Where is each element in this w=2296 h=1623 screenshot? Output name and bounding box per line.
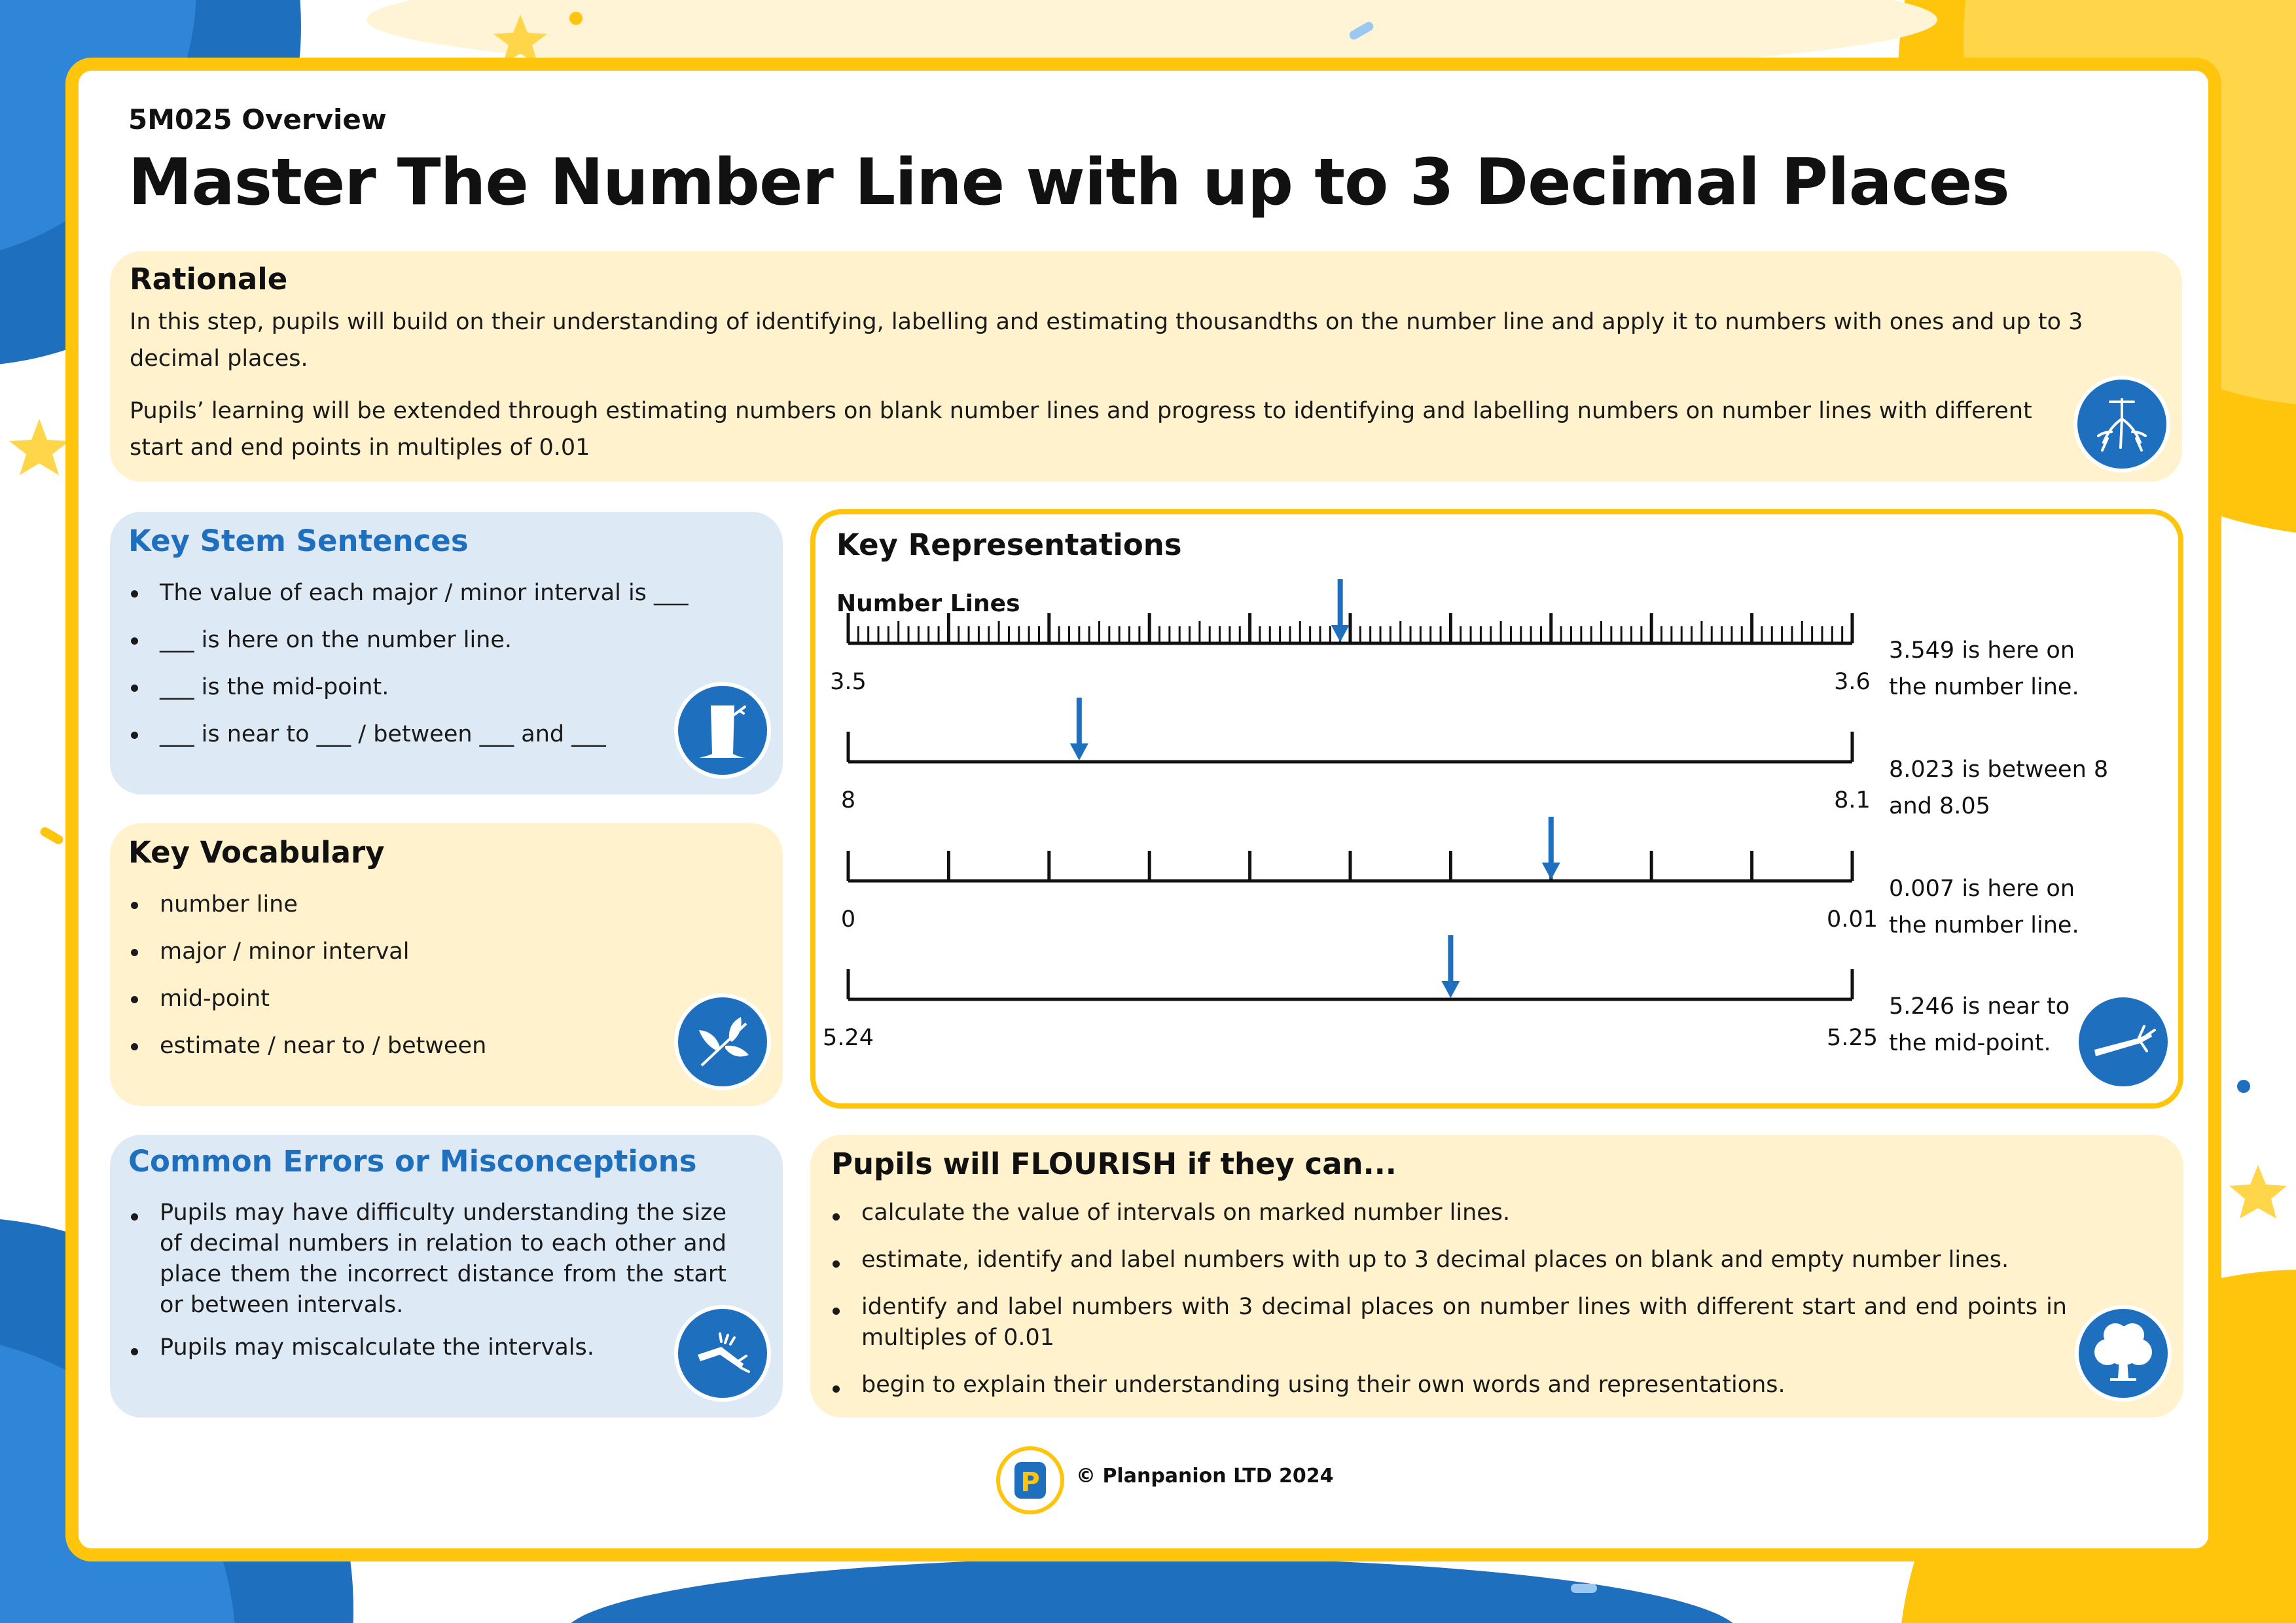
representations-heading: Key Representations bbox=[836, 527, 1182, 562]
list-item: begin to explain their understanding using their own words and representations. bbox=[830, 1370, 2067, 1400]
list-item: ___ is near to ___ / between ___ and ___ bbox=[128, 716, 717, 763]
list-item: The value of each major / minor interval is ___ bbox=[128, 575, 717, 622]
caption-text: 8.023 is between 8 bbox=[1889, 757, 2109, 783]
caption-text: 5.246 is near to bbox=[1889, 993, 2070, 1020]
copyright-text: © Planpanion LTD 2024 bbox=[1076, 1465, 1334, 1488]
key-stem-sentences-panel bbox=[110, 512, 783, 794]
start-label: 8 bbox=[840, 787, 856, 813]
list-item: estimate, identify and label numbers with up to 3 decimal places on blank and empty number lines. bbox=[830, 1245, 2067, 1275]
rationale-paragraph-1: In this step, pupils will build on their understanding of identifying, labelling and estimating thousandths on the number line and apply it to numbers with ones and up to 3 decimal places. bbox=[130, 309, 2083, 372]
end-label: 8.1 bbox=[1834, 787, 1871, 813]
value-arrow-head bbox=[1331, 625, 1350, 642]
roots-icon bbox=[2073, 376, 2170, 473]
list-item: mid-point bbox=[128, 980, 717, 1027]
flourish-heading: Pupils will FLOURISH if they can... bbox=[831, 1147, 1397, 1181]
key-representations-panel bbox=[810, 509, 2183, 1109]
logo-letter: P bbox=[1020, 1467, 1040, 1497]
caption-text: and 8.05 bbox=[1889, 793, 1990, 819]
caption-line-2 bbox=[1889, 751, 2125, 825]
value-arrow-head bbox=[1070, 743, 1088, 760]
errors-list bbox=[128, 1198, 726, 1375]
vocab-list bbox=[128, 886, 717, 1075]
rationale-panel bbox=[110, 251, 2182, 482]
stems-list bbox=[128, 575, 717, 763]
start-label: 0 bbox=[840, 906, 856, 933]
list-item: estimate / near to / between bbox=[128, 1027, 717, 1075]
start-label: 5.24 bbox=[823, 1025, 874, 1051]
start-label: 3.5 bbox=[830, 669, 867, 695]
planpanion-logo bbox=[996, 1446, 1064, 1514]
lesson-code: 5M025 Overview bbox=[128, 103, 387, 135]
stems-heading: Key Stem Sentences bbox=[128, 524, 469, 558]
errors-heading: Common Errors or Misconceptions bbox=[128, 1144, 697, 1179]
list-item: identify and label numbers with 3 decimal places on number lines with different start and end points in multiples of 0.01 bbox=[830, 1292, 2067, 1353]
caption-text: the number line. bbox=[1889, 912, 2079, 938]
key-vocabulary-panel bbox=[110, 823, 783, 1106]
branch-icon bbox=[2075, 993, 2172, 1090]
rationale-paragraph-2: Pupils’ learning will be extended through estimating numbers on blank number lines and progress to identifying and labelling numbers on number lines with different start and end points in multiples of 0.01 bbox=[130, 398, 2032, 461]
number-lines-subheading: Number Lines bbox=[836, 590, 1020, 617]
caption-text: 0.007 is here on bbox=[1889, 876, 2075, 902]
list-item: ___ is here on the number line. bbox=[128, 622, 717, 669]
flourish-list bbox=[830, 1198, 2067, 1417]
list-item: Pupils may have difficulty understanding the size of decimal numbers in relation to each other and place them the incorrect distance from the start or between intervals. bbox=[128, 1198, 726, 1321]
leaves-icon bbox=[674, 993, 771, 1090]
caption-line-3 bbox=[1889, 870, 2125, 944]
list-item: calculate the value of intervals on marked number lines. bbox=[830, 1198, 2067, 1228]
value-arrow-head bbox=[1542, 863, 1560, 880]
list-item: major / minor interval bbox=[128, 933, 717, 980]
common-errors-panel bbox=[110, 1135, 783, 1418]
vocab-heading: Key Vocabulary bbox=[128, 835, 385, 870]
flourish-panel bbox=[810, 1135, 2183, 1418]
caption-text: 3.549 is here on bbox=[1889, 637, 2075, 664]
end-label: 0.01 bbox=[1827, 906, 1878, 933]
full-tree-icon bbox=[2075, 1305, 2172, 1402]
list-item: number line bbox=[128, 886, 717, 933]
caption-line-1 bbox=[1889, 632, 2125, 705]
end-label: 5.25 bbox=[1827, 1025, 1878, 1051]
list-item: Pupils may miscalculate the intervals. bbox=[128, 1332, 726, 1363]
end-label: 3.6 bbox=[1834, 669, 1871, 695]
list-item: ___ is the mid-point. bbox=[128, 669, 717, 716]
broken-branch-icon bbox=[674, 1305, 771, 1402]
rationale-heading: Rationale bbox=[130, 262, 288, 296]
tree-trunk-icon bbox=[674, 682, 771, 779]
caption-text: the number line. bbox=[1889, 674, 2079, 700]
value-arrow-head bbox=[1441, 981, 1460, 998]
page-title: Master The Number Line with up to 3 Decimal Places bbox=[128, 145, 2009, 220]
caption-text: the mid-point. bbox=[1889, 1030, 2051, 1056]
